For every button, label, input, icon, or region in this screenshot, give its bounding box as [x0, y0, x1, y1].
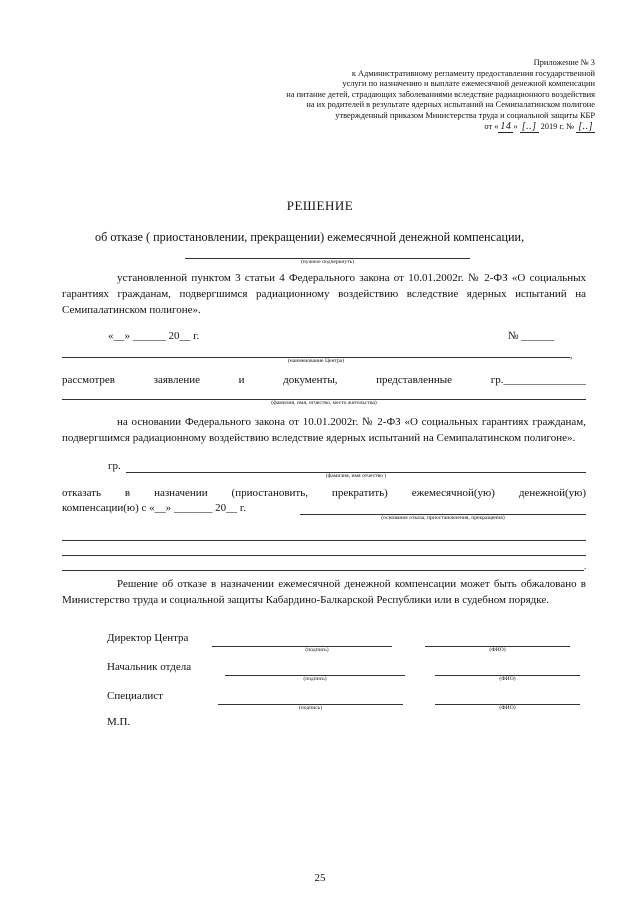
annex-number: Приложение № 3: [533, 58, 595, 67]
subtitle-caption: (нужное подчеркнуть): [300, 259, 355, 265]
blank-line-2: [62, 555, 586, 556]
center-name-caption: (наименование Центра): [287, 358, 345, 364]
handwritten-month: [..]: [521, 120, 537, 132]
signature-caption-department-head: (подпись): [303, 676, 327, 682]
annex-header: [175, 58, 595, 132]
signature-caption-specialist: (подпись): [298, 705, 323, 711]
page-number: 25: [314, 872, 326, 884]
annex-line-3: услуги по назначению и выплате ежемесячной денежной компенсации: [342, 79, 595, 89]
decision-date: «__» ______ 20__ г.: [108, 330, 200, 342]
document-subtitle: об отказе ( приостановлении, прекращении) ежемесячной денежной компенсации,: [95, 230, 525, 244]
center-name-comma: ,: [570, 350, 573, 360]
signature-label-director: Директор Центра: [107, 632, 189, 644]
fio-caption-department-head: (ФИО): [499, 676, 516, 682]
annex-line-4: на питание детей, страдающих заболеваниями вследствие радиационного воздействия: [286, 89, 595, 99]
blank-line-1: [62, 540, 586, 541]
handwritten-day: 14: [500, 120, 512, 132]
refusal-reason-caption: (основание отказа, приостановления, прекращения): [381, 515, 505, 521]
blank-line-end-dot: .: [584, 561, 587, 571]
signature-label-department-head: Начальник отдела: [107, 661, 192, 673]
annex-line-2: к Административному регламенту предоставления государственной: [351, 68, 595, 78]
handwritten-number: [..]: [578, 120, 593, 132]
decision-number: № ______: [508, 330, 555, 342]
blank-line-3: [62, 570, 584, 571]
annex-line-5: на их родителей в результате ядерных испытаний на Семипалатинском полигоне: [306, 100, 595, 110]
annex-date-line: от « 14 » [..] 2019 г. № [..]: [484, 120, 593, 132]
citizen-label: гр.: [108, 460, 121, 472]
legal-basis-paragraph: установленной пунктом 3 статьи 4 Федерального закона от 10.01.2002г. № 2-ФЗ «О социальных гарантиях гражданам, подвергшимся радиационному воздействию вследствие ядерных испытаний на Семипалатинском полигоне».: [62, 272, 586, 316]
fio-caption-specialist: (ФИО): [499, 705, 516, 711]
appeal-paragraph: Решение об отказе в назначении ежемесячной денежной компенсации может быть обжаловано в Министерство труда и социальной защиты Кабардино-Балкарской Республики или в судебном порядке.: [62, 578, 586, 606]
stamp-placeholder: М.П.: [107, 716, 131, 728]
signature-label-specialist: Специалист: [107, 690, 163, 702]
applicant-address-caption: (фамилия, имя, отчество, место жительства): [271, 400, 377, 406]
signature-caption-director: (подпись): [305, 647, 329, 653]
refusal-line-1: отказать в назначении (приостановить, прекратить) ежемесячной(ую) денежной(ую): [62, 487, 586, 499]
annex-line-6: утвержденный приказом Министерства труда и социальной защиты КБР: [335, 110, 595, 120]
legal-grounds-paragraph: на основании Федерального закона от 10.01.2002г. № 2-ФЗ «О социальных гарантиях гражданам, подвергшимся радиационному воздействию вследствие ядерных испытаний на Семипалатинском полигоне».: [62, 416, 586, 444]
considered-row: рассмотрев заявление и документы, представленные гр._______________: [62, 374, 586, 386]
citizen-name-caption: (фамилия, имя отчество ): [325, 473, 387, 479]
refusal-line-2: компенсации(ю) с «__» _______ 20__ г.: [62, 502, 246, 514]
fio-caption-director: (ФИО): [489, 647, 506, 653]
document-title: РЕШЕНИЕ: [286, 198, 354, 213]
